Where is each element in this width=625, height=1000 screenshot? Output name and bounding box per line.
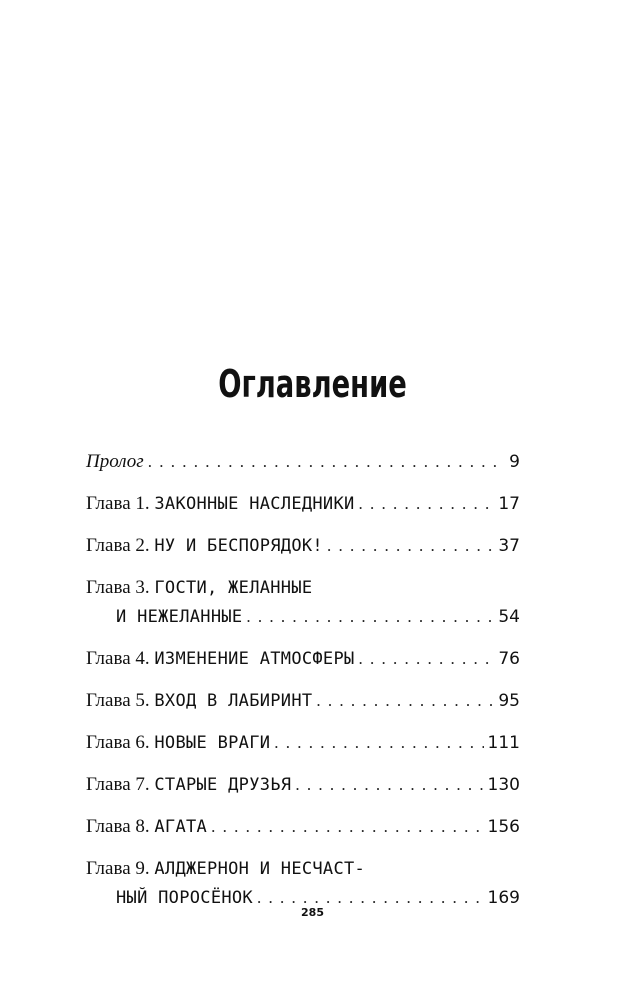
toc-chapter-title: ВХОД В ЛАБИРИНТ: [154, 691, 313, 711]
dot-leader: [274, 728, 483, 757]
toc-entry-chapter-6: [86, 728, 520, 757]
toc-line: [86, 573, 520, 602]
toc-chapter-prefix: Глава 5.: [86, 690, 150, 711]
toc-chapter-prefix: Глава 2.: [86, 535, 150, 556]
toc-page-number: 54: [498, 607, 520, 627]
toc-line-continuation: [86, 602, 520, 631]
toc-entry-chapter-2: [86, 531, 520, 560]
dot-leader: [316, 686, 494, 715]
toc-entry-chapter-9: [86, 854, 520, 912]
toc-line: [86, 447, 520, 476]
toc-chapter-title: НОВЫЕ ВРАГИ: [154, 733, 271, 753]
toc-chapter-title: НУ И БЕСПОРЯДОК!: [154, 536, 323, 556]
toc-chapter-prefix: Глава 4.: [86, 648, 150, 669]
toc-entry-chapter-1: [86, 489, 520, 518]
dot-leader: [295, 770, 483, 799]
toc-chapter-prefix: Глава 3.: [86, 577, 150, 598]
toc-page-number: 17: [498, 494, 520, 514]
toc-chapter-title-continued: И НЕЖЕЛАННЫЕ: [116, 607, 243, 627]
toc-line: [86, 728, 520, 757]
toc-page-number: 130: [487, 775, 520, 795]
toc-page-number: 9: [509, 452, 520, 472]
toc-line: [86, 686, 520, 715]
toc-line: [86, 770, 520, 799]
toc-chapter-title: АГАТА: [154, 817, 208, 837]
dot-leader: [211, 812, 483, 841]
dot-leader: [327, 531, 494, 560]
toc-page-number: 156: [487, 817, 520, 837]
page-number: 285: [301, 906, 324, 919]
toc-page-number: 76: [498, 649, 520, 669]
toc-chapter-title: ИЗМЕНЕНИЕ АТМОСФЕРЫ: [154, 649, 355, 669]
toc-chapter-title: ГОСТИ, ЖЕЛАННЫЕ: [154, 578, 313, 598]
toc-page-number: 37: [498, 536, 520, 556]
toc-entry-label: Пролог: [86, 451, 144, 472]
toc-chapter-title: ЗАКОННЫЕ НАСЛЕДНИКИ: [154, 494, 355, 514]
toc-entry-prologue: [86, 447, 520, 476]
toc-page-number: 111: [487, 733, 520, 753]
toc-entry-chapter-5: [86, 686, 520, 715]
toc-page-number: 95: [498, 691, 520, 711]
dot-leader: [246, 602, 494, 631]
toc-line: [86, 812, 520, 841]
toc-line: [86, 644, 520, 673]
toc-entry-chapter-8: [86, 812, 520, 841]
toc-chapter-title-continued: НЫЙ ПОРОСЁНОК: [116, 888, 253, 908]
toc-line: [86, 854, 520, 883]
toc-entry-chapter-4: [86, 644, 520, 673]
dot-leader: [148, 447, 505, 476]
toc-line: [86, 531, 520, 560]
toc-chapter-prefix: Глава 8.: [86, 816, 150, 837]
toc-entry-chapter-7: [86, 770, 520, 799]
dot-leader: [359, 644, 495, 673]
dot-leader: [359, 489, 495, 518]
toc-chapter-title: СТАРЫЕ ДРУЗЬЯ: [154, 775, 292, 795]
page-title: Оглавление: [218, 362, 407, 406]
toc-chapter-prefix: Глава 6.: [86, 732, 150, 753]
toc-line: [86, 489, 520, 518]
toc-chapter-prefix: Глава 7.: [86, 774, 150, 795]
toc-chapter-prefix: Глава 9.: [86, 858, 150, 879]
toc-chapter-title: АЛДЖЕРНОН И НЕСЧАСТ-: [154, 859, 366, 879]
toc-chapter-prefix: Глава 1.: [86, 493, 150, 514]
toc-entry-chapter-3: [86, 573, 520, 631]
toc-page-number: 169: [487, 888, 520, 908]
table-of-contents: [86, 447, 520, 925]
